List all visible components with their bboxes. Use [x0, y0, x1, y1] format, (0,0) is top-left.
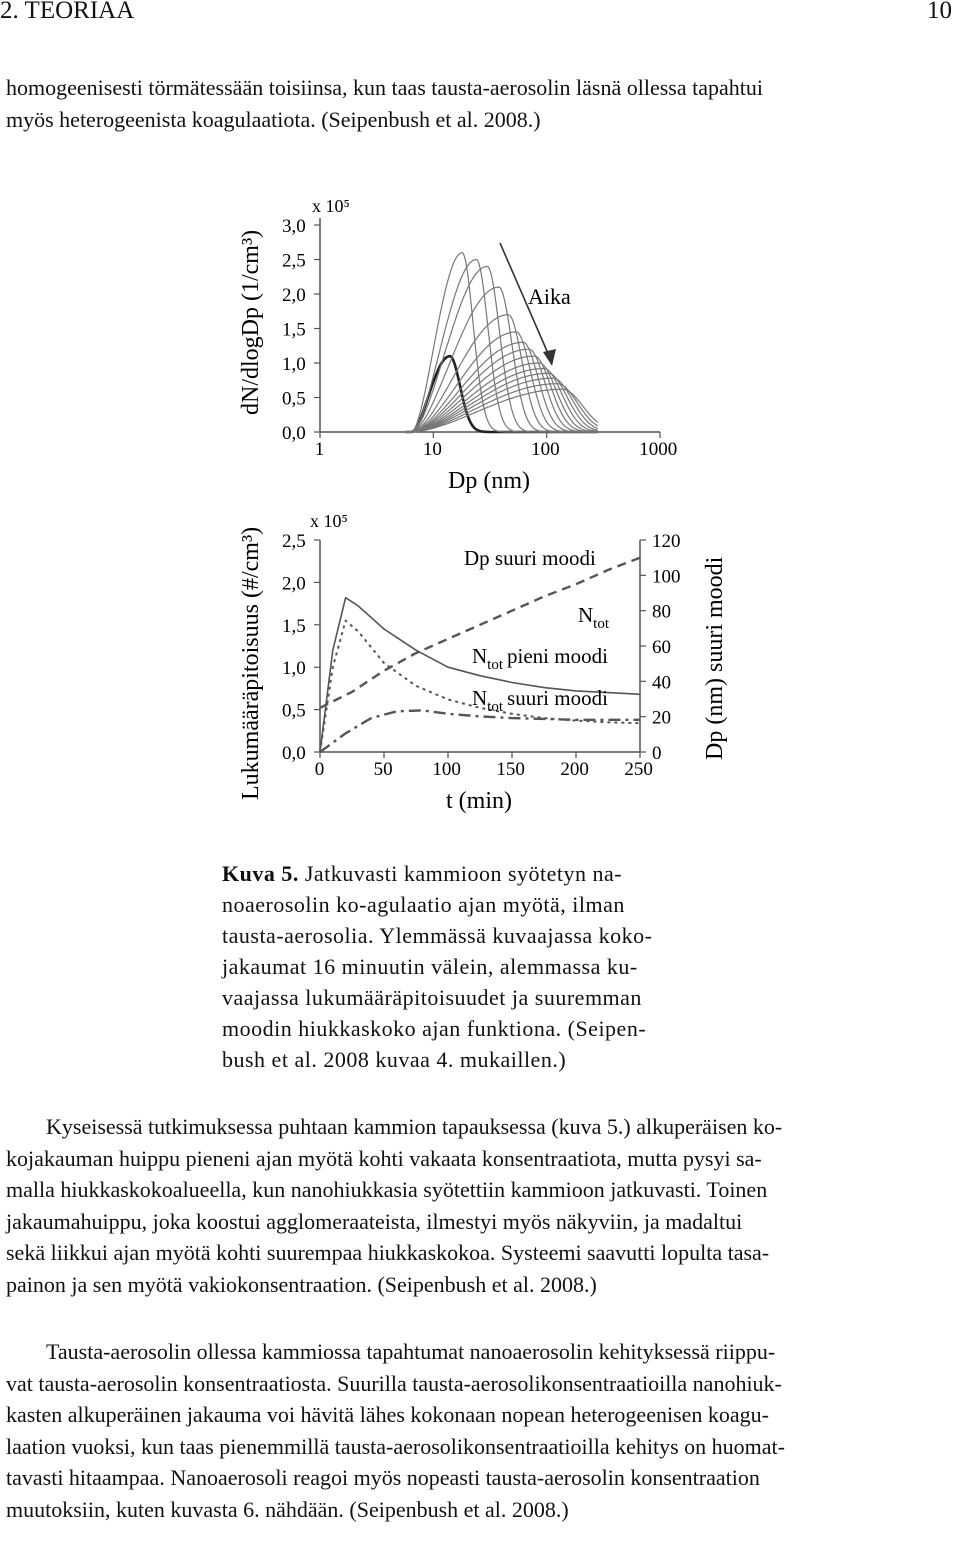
top-y-tick-label: 1,5	[282, 319, 306, 341]
bottom-y-tick-label: 0,0	[282, 743, 306, 764]
bottom-x-tick-label: 250	[624, 759, 653, 780]
top-y-tick-label: 0,5	[282, 388, 306, 410]
text-line: sekä liikkui ajan myötä kohti suurempaa hiukkaskokoa. Systeemi saavutti lopulta tasa-	[6, 1240, 770, 1266]
bottom-y-label: Lukumääräpitoisuus (#/cm³)	[238, 526, 264, 800]
body-paragraph-3	[6, 1336, 956, 1526]
text-line: Tausta-aerosolin ollessa kammiossa tapahtumat nanoaerosolin kehityksessä riippu-	[46, 1339, 776, 1364]
body-paragraph-2	[6, 1111, 956, 1301]
page-number: 10	[927, 0, 952, 24]
bottom-y-multiplier: x 10⁵	[310, 511, 348, 531]
top-x-tick-label: 100	[531, 439, 560, 460]
bottom-y2-tick-label: 80	[652, 601, 671, 623]
top-x-label: Dp (nm)	[448, 468, 530, 494]
caption-line: jakaumat 16 minuutin välein, alemmassa ku-	[222, 954, 638, 979]
figure-caption	[222, 858, 740, 1075]
ntot-label: $N_{tot}$	[578, 603, 610, 632]
caption-line: noaerosolin ko-agulaatio ajan myötä, ilman	[222, 892, 625, 917]
series-line-ntot-suuri-moodi	[320, 710, 640, 752]
bottom-y2-tick-label: 100	[652, 566, 681, 588]
bottom-x-tick-label: 0	[314, 759, 325, 780]
top-y-tick-label: 3,0	[282, 216, 306, 237]
chapter-title: 2. TEORIAA	[0, 0, 135, 24]
caption-label: Kuva 5.	[222, 861, 299, 886]
bottom-x-tick-label: 50	[373, 759, 393, 780]
text-line: vat tausta-aerosolin konsentraatiosta. Suurilla tausta-aerosolikonsentraatioilla nanohiuk-	[6, 1370, 782, 1396]
top-y-multiplier: x 10⁵	[312, 196, 350, 216]
top-x-tick-label: 10	[422, 439, 442, 460]
bottom-y2-tick-label: 40	[652, 672, 671, 694]
bottom-y-tick-label: 0,5	[282, 700, 306, 722]
aika-label: Aika	[528, 284, 571, 309]
bottom-x-tick-label: 200	[560, 759, 589, 780]
top-y-label: dN/dlogDp (1/cm³)	[238, 229, 264, 415]
caption-line: tausta-aerosolia. Ylemmässä kuvaajassa koko-	[222, 923, 653, 948]
caption-line: Kuva 5. Jatkuvasti kammioon syötetyn na-	[222, 861, 623, 886]
bottom-y-tick-label: 1,5	[282, 615, 306, 637]
top-y-tick-label: 2,0	[282, 285, 306, 306]
bottom-x-tick-label: 100	[432, 759, 461, 780]
bottom-chart	[238, 511, 728, 814]
caption-line: bush et al. 2008 kuvaa 4. mukaillen.)	[222, 1047, 567, 1072]
text-line: homogeenisesti törmätessään toisiinsa, kun taas tausta-aerosolin läsnä ollessa tapahtui	[6, 75, 763, 100]
ntot-small-mode-label: $N_{tot}$ pieni moodi	[472, 644, 608, 673]
aika-arrowhead	[543, 349, 556, 366]
top-y-tick-label: 2,5	[282, 250, 306, 272]
top-y-tick-label: 1,0	[282, 354, 306, 375]
top-y-tick-label: 0,0	[282, 423, 306, 444]
bottom-y-tick-label: 2,0	[282, 573, 306, 595]
text-line: jakaumahuippu, joka koostui agglomeraateista, ilmestyi myös näkyviin, ja madaltui	[6, 1208, 743, 1234]
bottom-x-tick-label: 150	[496, 759, 525, 780]
text-line: Kyseisessä tutkimuksessa puhtaan kammion tapauksessa (kuva 5.) alkuperäisen ko-	[46, 1114, 783, 1139]
text-line: malla hiukkaskokoalueella, kun nanohiukkasia syötettiin kammioon jatkuvasti. Toinen	[6, 1177, 768, 1203]
bottom-y2-tick-label: 120	[652, 531, 681, 552]
bottom-y-tick-label: 2,5	[282, 531, 306, 552]
text-line: laation vuoksi, kun taas pienemmillä tausta-aerosolikonsentraatioilla kehitys on huomat-	[6, 1433, 785, 1459]
text-line: muutoksiin, kuten kuvasta 6. nähdään. (Seipenbush et al. 2008.)	[6, 1496, 569, 1522]
bottom-y-tick-label: 1,0	[282, 658, 306, 680]
dp-large-mode-label: Dp suuri moodi	[464, 546, 596, 570]
top-x-tick-label: 1000	[639, 439, 678, 460]
ntot-large-mode-label: $N_{tot}$ suuri moodi	[472, 686, 608, 715]
bottom-x-label: t (min)	[446, 788, 512, 814]
figure-5	[0, 180, 960, 830]
text-line: kojakauman huippu pieneni ajan myötä kohti vakaata konsentraatiota, mutta pysyi sa-	[6, 1145, 762, 1171]
intro-paragraph	[6, 72, 956, 135]
text-line: painon ja sen myötä vakiokonsentraation. (Seipenbush et al. 2008.)	[6, 1271, 597, 1297]
caption-line: moodin hiukkaskoko ajan funktiona. (Seipen-	[222, 1016, 647, 1041]
top-x-tick-label: 1	[314, 439, 325, 460]
page-header	[0, 0, 960, 26]
bottom-y2-tick-label: 20	[652, 707, 671, 729]
bottom-y2-label: Dp (nm) suuri moodi	[702, 556, 728, 760]
text-line: kasten alkuperäinen jakauma voi hävitä lähes kokonaan nopean heterogeenisen koagu-	[6, 1402, 769, 1428]
top-chart	[238, 196, 677, 494]
text-line: tavasti hitaampaa. Nanoaerosoli reagoi myös nopeasti tausta-aerosolin konsentraation	[6, 1465, 760, 1491]
bottom-y2-tick-label: 60	[652, 637, 671, 658]
text-line: myös heterogeenista koagulaatiota. (Seipenbush et al. 2008.)	[6, 106, 541, 132]
caption-line: vaajassa lukumääräpitoisuudet ja suuremman	[222, 985, 642, 1010]
bottom-y2-tick-label: 0	[652, 743, 662, 764]
